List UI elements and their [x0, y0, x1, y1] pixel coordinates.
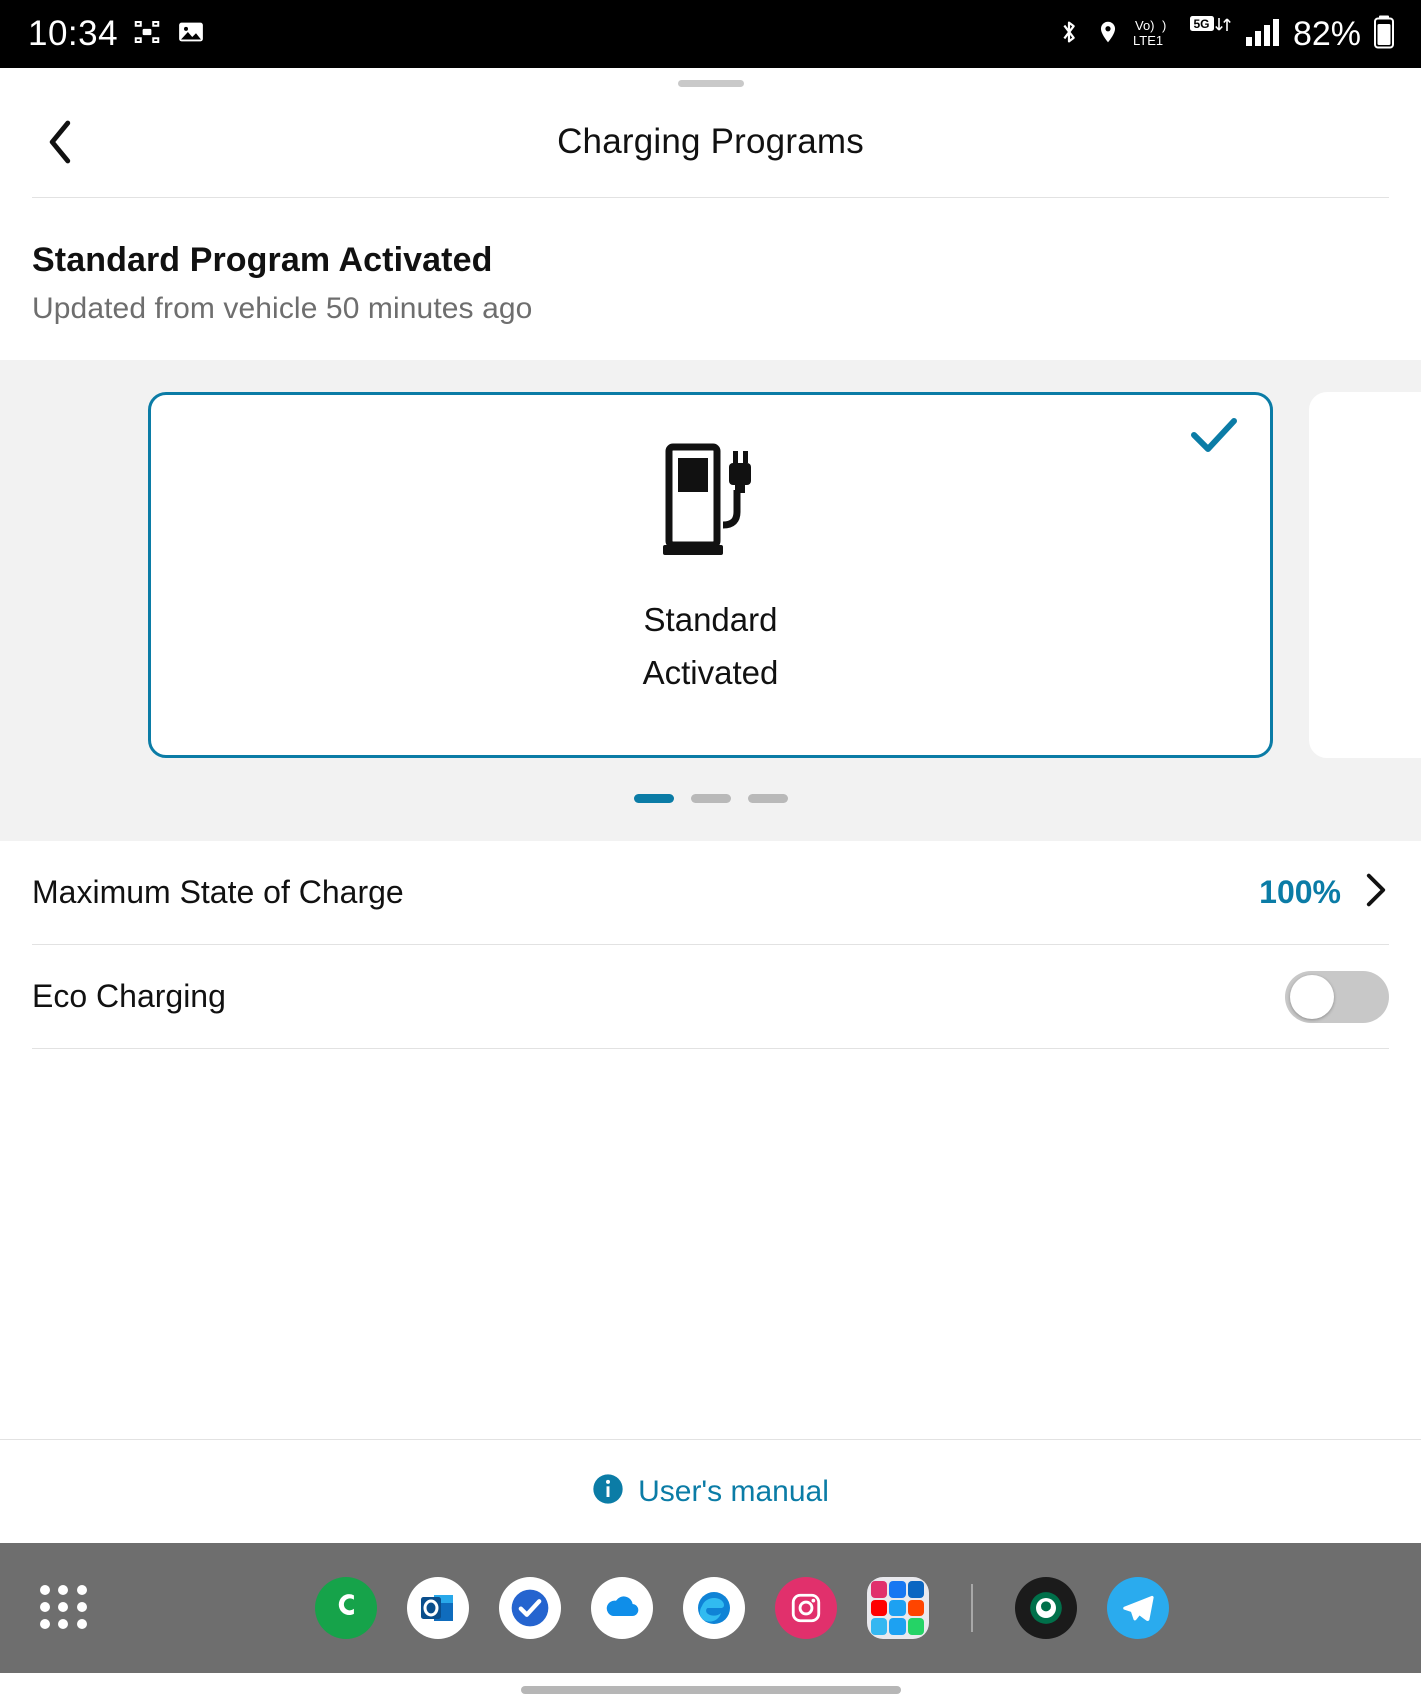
- settings-list: [0, 841, 1421, 1439]
- status-bar-right: [1055, 14, 1395, 55]
- onedrive-app-icon[interactable]: [591, 1577, 653, 1639]
- dock-separator: [971, 1584, 973, 1632]
- edge-app-icon[interactable]: [683, 1577, 745, 1639]
- all-apps-button[interactable]: [34, 1577, 96, 1639]
- row-eco-charging[interactable]: [32, 945, 1389, 1049]
- starbucks-app-icon[interactable]: [1015, 1577, 1077, 1639]
- page-title: Charging Programs: [557, 122, 864, 161]
- signal-bars-icon: [1245, 16, 1281, 53]
- max-soc-value: 100%: [1259, 874, 1341, 910]
- home-indicator[interactable]: [521, 1686, 901, 1694]
- row-right: [1285, 971, 1389, 1023]
- svg-text:Vo): Vo): [1134, 17, 1155, 33]
- outlook-app-icon[interactable]: [407, 1577, 469, 1639]
- status-bar-left: [28, 14, 206, 54]
- volte-icon: [1133, 14, 1177, 55]
- app-bar: [0, 87, 1421, 197]
- footer-bar: [0, 1439, 1421, 1543]
- dock-apps: [315, 1577, 1169, 1639]
- telegram-app-icon[interactable]: [1107, 1577, 1169, 1639]
- todo-app-icon[interactable]: [499, 1577, 561, 1639]
- carousel-dot-3[interactable]: [748, 794, 788, 803]
- social-folder-icon[interactable]: [867, 1577, 929, 1639]
- program-status-subtitle: Updated from vehicle 50 minutes ago: [32, 292, 533, 325]
- program-status-title: Standard Program Activated: [32, 241, 493, 279]
- navigation-bar: [0, 1673, 1421, 1707]
- list-spacer: [32, 1049, 1389, 1439]
- location-icon: [1095, 16, 1121, 53]
- carousel-dot-1[interactable]: [634, 794, 674, 803]
- program-card-next[interactable]: [1309, 392, 1421, 758]
- selected-check-icon: [1188, 413, 1240, 462]
- row-right: [1259, 872, 1389, 913]
- charging-station-icon: [659, 441, 763, 564]
- program-card-standard[interactable]: [148, 392, 1273, 758]
- eco-charging-toggle[interactable]: [1285, 971, 1389, 1023]
- instagram-app-icon[interactable]: [775, 1577, 837, 1639]
- app-dock: [0, 1543, 1421, 1673]
- carousel-track[interactable]: [0, 392, 1421, 758]
- chevron-right-icon: [1363, 872, 1389, 913]
- app-sheet: [0, 68, 1421, 1707]
- program-card-status: Activated: [642, 653, 779, 691]
- program-carousel[interactable]: [0, 360, 1421, 841]
- battery-icon: [1373, 15, 1395, 54]
- program-status-block: [0, 198, 1421, 360]
- phone-app-icon[interactable]: [315, 1577, 377, 1639]
- carousel-pagination[interactable]: [0, 758, 1421, 841]
- users-manual-link[interactable]: User's manual: [638, 1474, 829, 1508]
- carousel-dot-2[interactable]: [691, 794, 731, 803]
- bluetooth-icon: [1055, 16, 1083, 53]
- info-icon: [592, 1473, 624, 1510]
- svg-text:LTE1: LTE1: [1132, 32, 1164, 48]
- row-label: Eco Charging: [32, 978, 226, 1014]
- screen-record-icon: [132, 17, 162, 52]
- svg-text:5G: 5G: [1193, 16, 1210, 31]
- 5g-icon: [1189, 14, 1233, 55]
- battery-percent: 82%: [1292, 14, 1361, 53]
- program-card-name: Standard: [643, 600, 778, 638]
- svg-text:): ): [1161, 17, 1167, 33]
- sheet-grabber[interactable]: [678, 80, 744, 87]
- row-label: Maximum State of Charge: [32, 874, 404, 910]
- status-clock: 10:34: [28, 14, 119, 53]
- gallery-icon: [176, 17, 206, 52]
- toggle-knob: [1290, 975, 1334, 1019]
- status-bar: [0, 0, 1421, 68]
- row-maximum-state-of-charge[interactable]: [32, 841, 1389, 945]
